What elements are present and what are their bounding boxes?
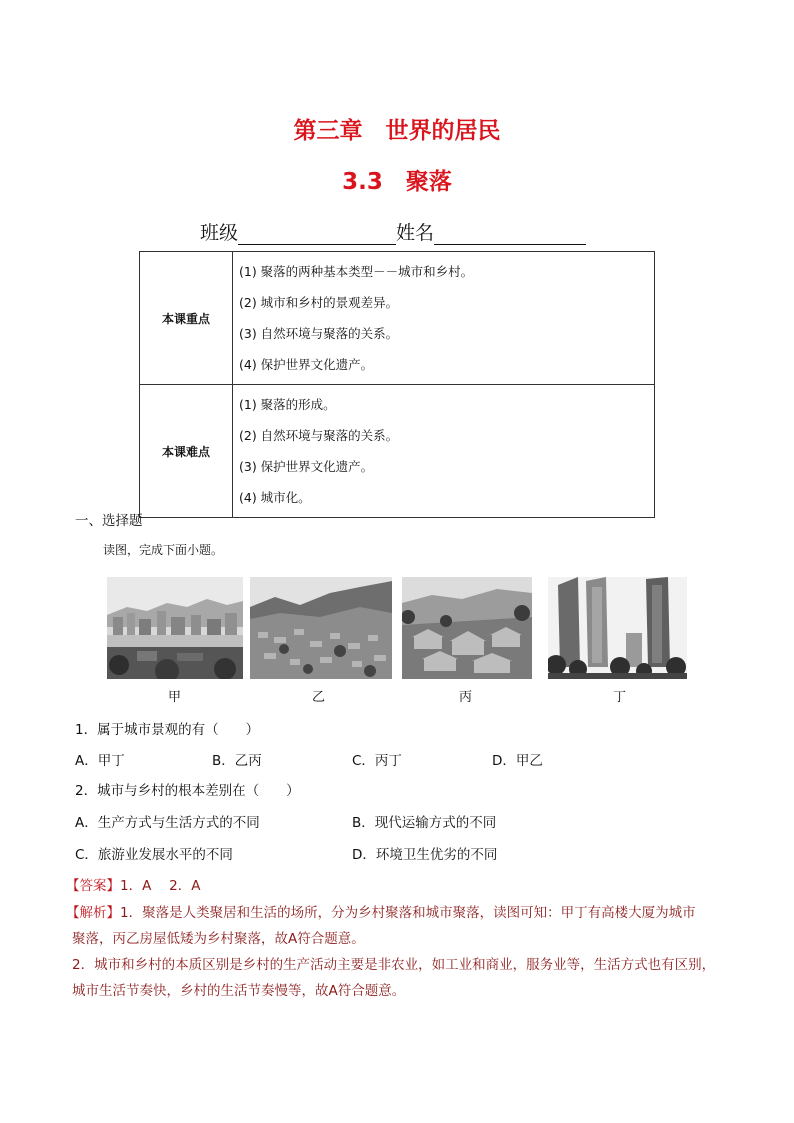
key-point-item: (3) 自然环境与聚落的关系。 — [239, 326, 399, 341]
class-blank[interactable] — [238, 222, 396, 245]
key-point-item: (2) 城市和乡村的景观差异。 — [239, 295, 399, 310]
photo-ding-skyscrapers — [548, 577, 687, 679]
question-1-option-a: A．甲丁 — [75, 753, 125, 769]
question-2-option-d: D．环境卫生优劣的不同 — [352, 847, 498, 863]
question-1-stem: 1．属于城市景观的有（ ） — [75, 722, 260, 738]
section-title: 3.3 聚落 — [342, 169, 452, 195]
photo-caption-jia: 甲 — [168, 690, 182, 705]
difficult-point-item: (2) 自然环境与聚落的关系。 — [239, 428, 399, 443]
explanation-line-1: 1．聚落是人类聚居和生活的场所，分为乡村聚落和城市聚落，读图可知：甲丁有高楼大厦为城市 — [120, 905, 696, 921]
class-label: 班级 — [200, 222, 239, 244]
difficult-point-item: (3) 保护世界文化遗产。 — [239, 459, 374, 474]
difficult-point-item: (4) 城市化。 — [239, 490, 311, 505]
photo-yi-village-hills — [250, 577, 392, 679]
answer-label: 【答案】 — [66, 878, 120, 894]
question-2-stem: 2．城市与乡村的根本差别在（ ） — [75, 783, 300, 799]
difficult-points-list — [233, 385, 655, 518]
section-heading: 一、选择题 — [75, 513, 143, 529]
question-1-option-b: B．乙丙 — [212, 753, 262, 769]
photo-bing-rural-houses — [402, 577, 532, 679]
question-2-option-c: C．旅游业发展水平的不同 — [75, 847, 233, 863]
photo-caption-bing: 丙 — [459, 690, 473, 705]
question-2-option-a: A．生产方式与生活方式的不同 — [75, 815, 260, 831]
explanation-line-2: 聚落，丙乙房屋低矮为乡村聚落，故A符合题意。 — [72, 931, 365, 947]
photo-caption-ding: 丁 — [613, 690, 627, 705]
difficult-points-row — [140, 385, 655, 518]
answer-text: 1．A 2．A — [120, 878, 201, 894]
explanation-label: 【解析】 — [66, 905, 120, 921]
difficult-points-label: 本课难点 — [140, 385, 233, 518]
key-point-item: (1) 聚落的两种基本类型－－城市和乡村。 — [239, 264, 474, 279]
chapter-title: 第三章 世界的居民 — [293, 118, 501, 144]
lesson-points-table — [139, 251, 655, 518]
key-points-list — [233, 252, 655, 385]
key-points-row — [140, 252, 655, 385]
instruction-text: 读图，完成下面小题。 — [103, 543, 224, 557]
name-label: 姓名 — [396, 222, 435, 244]
explanation-line-3: 2．城市和乡村的本质区别是乡村的生产活动主要是非农业，如工业和商业，服务业等，生活方式也有区别， — [72, 957, 716, 973]
question-1-option-c: C．丙丁 — [352, 753, 402, 769]
key-point-item: (4) 保护世界文化遗产。 — [239, 357, 374, 372]
key-points-label: 本课重点 — [140, 252, 233, 385]
question-1-option-d: D．甲乙 — [492, 753, 543, 769]
photo-caption-yi: 乙 — [312, 690, 326, 705]
student-info-row — [200, 218, 586, 245]
question-2-option-b: B．现代运输方式的不同 — [352, 815, 497, 831]
photo-jia-city-river — [107, 577, 243, 679]
explanation-line-4: 城市生活节奏快，乡村的生活节奏慢等，故A符合题意。 — [72, 983, 406, 999]
name-blank[interactable] — [434, 222, 586, 245]
difficult-point-item: (1) 聚落的形成。 — [239, 397, 336, 412]
answer-line — [66, 874, 200, 894]
explanation-block — [66, 900, 736, 1004]
